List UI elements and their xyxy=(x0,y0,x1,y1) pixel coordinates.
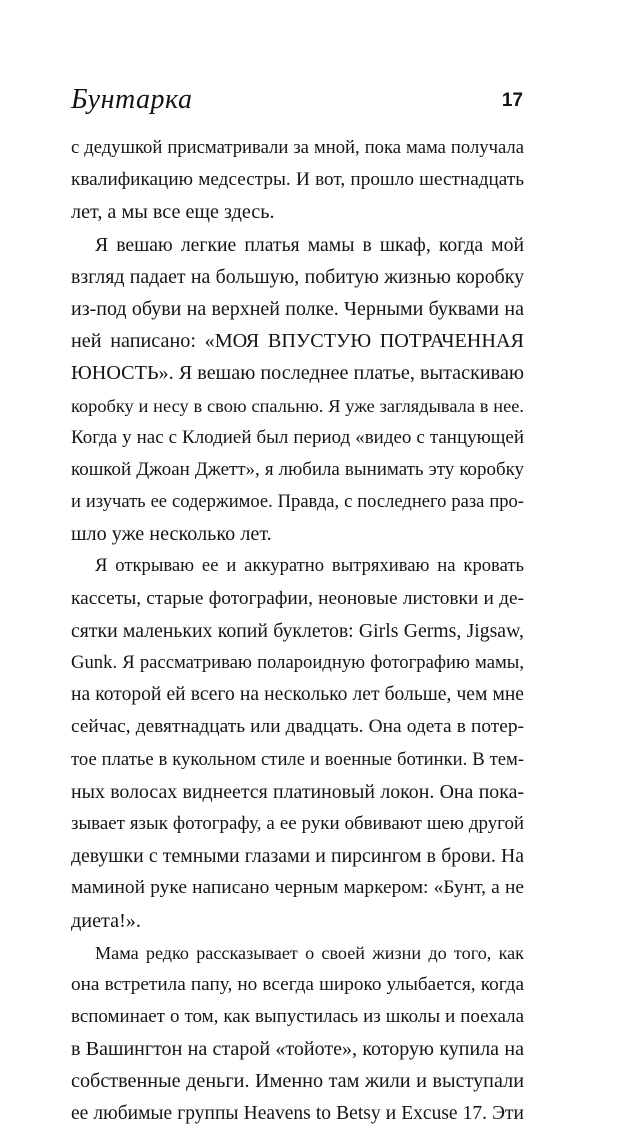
text-line: маминой руке написано черным маркером: «Бунт, а не xyxy=(71,877,524,899)
text-line: сейчас, девятнадцать или двадцать. Она одета в потер- xyxy=(71,716,524,738)
text-line: диета!». xyxy=(71,909,141,932)
text-line: в Вашингтон на старой «тойоте», которую купила на xyxy=(71,1038,524,1061)
text-line: кассеты, старые фотографии, неоновые листовки и де- xyxy=(71,587,524,609)
text-line: Я открываю ее и аккуратно вытряхиваю на кровать xyxy=(95,555,524,577)
paragraph xyxy=(71,132,524,229)
text-line: и изучать ее содержимое. Правда, с последнего раза про- xyxy=(71,491,524,513)
text-line: сятки маленьких копий буклетов: Girls Germs, Jigsaw, xyxy=(71,619,524,642)
text-line: зывает язык фотографу, а ее руки обвивают шею другой xyxy=(71,812,524,834)
text-line: ЮНОСТЬ». Я вешаю последнее платье, вытаскиваю xyxy=(71,362,524,385)
paragraph xyxy=(71,229,524,551)
text-line: ных волосах виднеется платиновый локон. Она пока- xyxy=(71,780,524,803)
text-line: девушки с темными глазами и пирсингом в брови. На xyxy=(71,845,524,868)
text-line: собственные деньги. Именно там жили и выступали xyxy=(71,1070,524,1093)
text-line: Когда у нас с Клодией был период «видео с танцующей xyxy=(71,426,524,448)
body-text xyxy=(71,132,524,1130)
paragraph xyxy=(71,550,524,936)
text-line: тое платье в кукольном стиле и военные ботинки. В тем- xyxy=(71,748,524,770)
text-line: на которой ей всего на несколько лет больше, чем мне xyxy=(71,684,524,706)
text-line: взгляд падает на большую, побитую жизнью коробку xyxy=(71,265,524,288)
paragraph xyxy=(71,937,524,1130)
text-line: Gunk. Я рассматриваю полароидную фотографию мамы, xyxy=(71,652,524,673)
text-line: кошкой Джоан Джетт», я любила вынимать эту коробку xyxy=(71,458,524,480)
text-line: она встретила папу, но всегда широко улыбается, когда xyxy=(71,973,524,995)
page-number: 17 xyxy=(501,90,523,111)
text-line: шло уже несколько лет. xyxy=(71,523,272,546)
text-line: Мама редко рассказывает о своей жизни до того, как xyxy=(95,942,524,963)
text-line: с дедушкой присматривали за мной, пока мама получала xyxy=(71,137,524,158)
text-line: вспоминает о том, как выпустилась из школы и поехала xyxy=(71,1006,524,1028)
text-line: из-под обуви на верхней полке. Черными буквами на xyxy=(71,297,524,320)
text-line: ней написано: «МОЯ ВПУСТУЮ ПОТРАЧЕННАЯ xyxy=(71,330,524,353)
text-line: Я вешаю легкие платья мамы в шкаф, когда мой xyxy=(95,233,524,256)
running-title: Бунтарка xyxy=(71,84,193,115)
page-header xyxy=(71,84,523,124)
text-line: коробку и несу в свою спальню. Я уже заглядывала в нее. xyxy=(71,395,524,416)
text-line: лет, а мы все еще здесь. xyxy=(71,201,275,224)
text-line: квалификацию медсестры. И вот, прошло шестнадцать xyxy=(71,169,524,191)
text-line: ее любимые группы Heavens to Betsy и Excuse 17. Эти xyxy=(71,1102,524,1124)
